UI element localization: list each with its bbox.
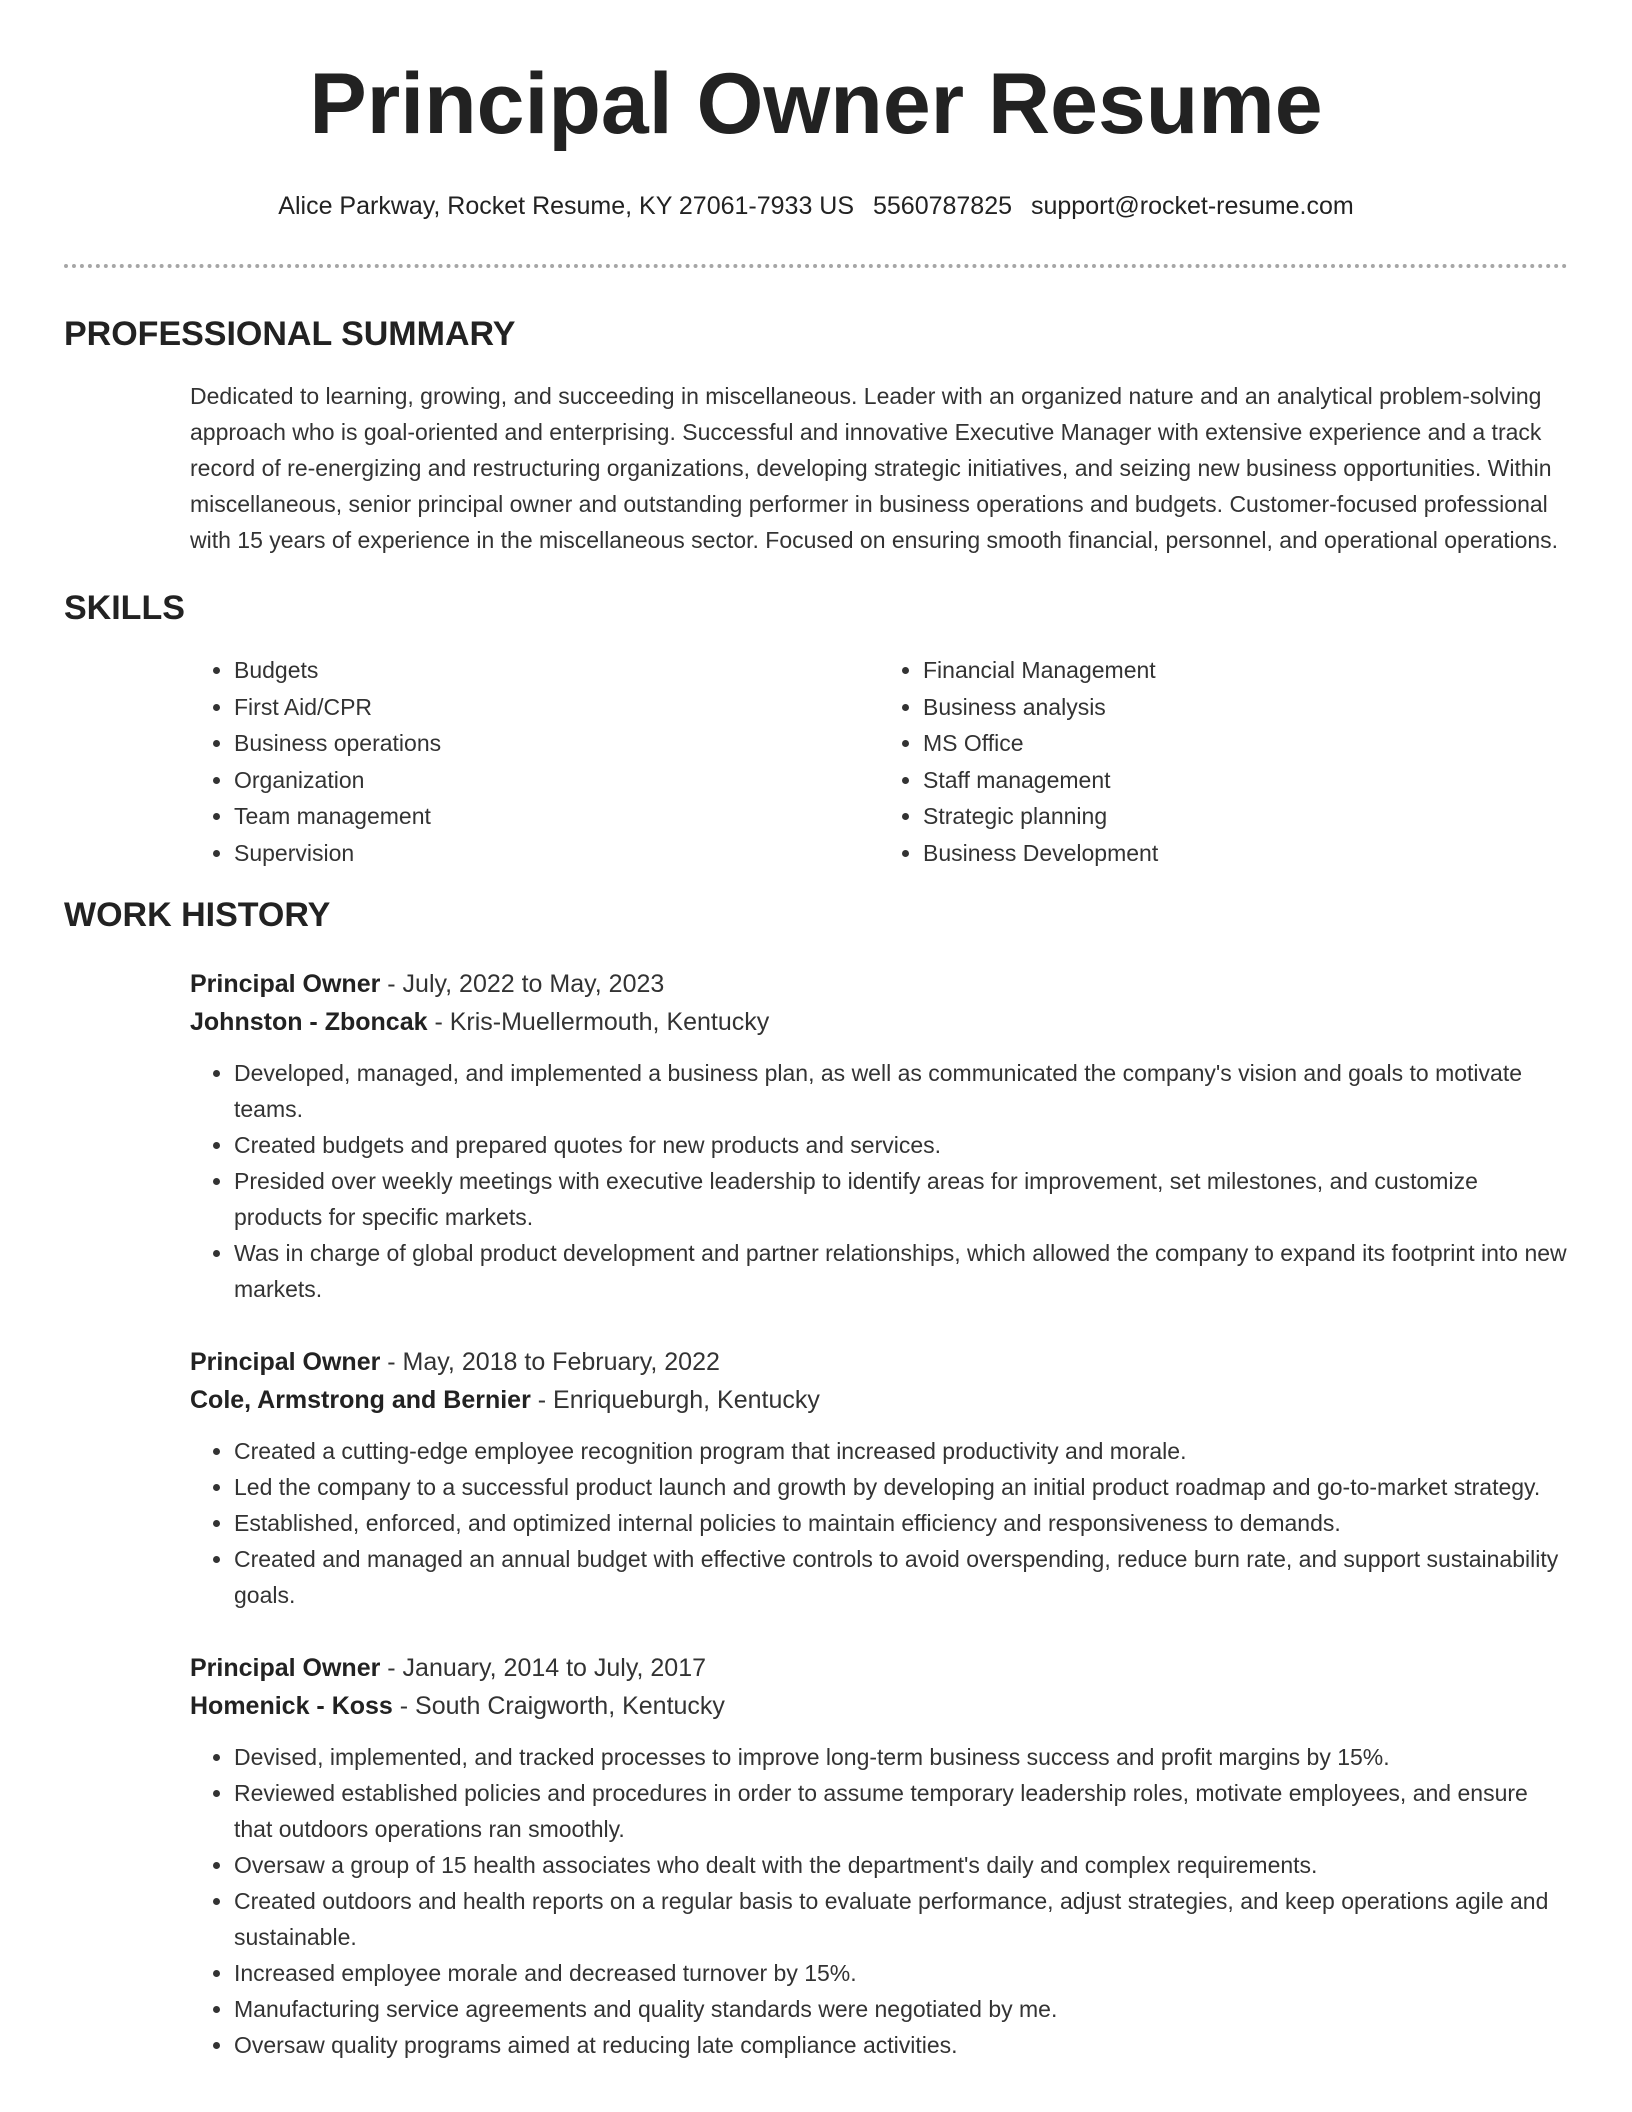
skill-item: • Financial Management: [923, 652, 1568, 689]
job-bullet: • Manufacturing service agreements and quality standards were negotiated by me.: [234, 1991, 1568, 2027]
summary-text: Dedicated to learning, growing, and succeeding in miscellaneous. Leader with an organized nature and an analytical problem-solving approach who is goal-oriented and enterprising. Successful and innovative Executive Manager with extensive experience and a track record of re-energizing and restructuring organizations, developing strategic initiatives, and seizing new business opportunities. Within miscellaneous, senior principal owner and outstanding performer in business operations and budgets. Customer-focused professional with 15 years of experience in the miscellaneous sector. Focused on ensuring smooth financial, personnel, and operational operations.: [190, 383, 1559, 553]
contact-email: support@rocket-resume.com: [1030, 192, 1354, 220]
job-bullets: [190, 1433, 1568, 1613]
job-bullet: • Led the company to a successful product launch and growth by developing an initial product roadmap and go-to-market strategy.: [234, 1469, 1568, 1505]
job-company: Homenick - Koss: [190, 1692, 393, 1720]
skill-item: • Team management: [234, 798, 879, 835]
job-bullet: • Oversaw a group of 15 health associates who dealt with the department's daily and complex requirements.: [234, 1847, 1568, 1883]
skill-item: • Staff management: [923, 762, 1568, 799]
job-dates: - January, 2014 to July, 2017: [380, 1654, 707, 1682]
job-company: Cole, Armstrong and Bernier: [190, 1386, 531, 1414]
summary-heading: PROFESSIONAL SUMMARY: [64, 315, 516, 353]
job-bullet: • Oversaw quality programs aimed at reducing late compliance activities.: [234, 2027, 1568, 2063]
job-title: Principal Owner: [190, 1654, 381, 1682]
job-bullet: • Established, enforced, and optimized internal policies to maintain efficiency and responsiveness to demands.: [234, 1505, 1568, 1541]
job-bullet: • Created outdoors and health reports on a regular basis to evaluate performance, adjust strategies, and keep operations agile and sustainable.: [234, 1883, 1568, 1955]
job-company: Johnston - Zboncak: [190, 1008, 428, 1036]
resume-title: Principal Owner Resume: [309, 56, 1323, 152]
skills-heading: SKILLS: [64, 589, 185, 627]
job-dates: - May, 2018 to February, 2022: [380, 1348, 720, 1376]
contact-line: [64, 190, 1568, 222]
skill-item: • Business analysis: [923, 689, 1568, 726]
job-bullet: • Increased employee morale and decreased turnover by 15%.: [234, 1955, 1568, 1991]
job-entry: [190, 965, 1568, 1307]
job-bullets: [190, 1739, 1568, 2063]
skill-item: • Business operations: [234, 725, 879, 762]
job-bullet: • Developed, managed, and implemented a business plan, as well as communicated the company's vision and goals to motivate teams.: [234, 1055, 1568, 1127]
work-history-heading: WORK HISTORY: [64, 896, 331, 934]
contact-address: Alice Parkway, Rocket Resume, KY 27061-7933 US: [278, 192, 855, 220]
job-bullet: • Created and managed an annual budget with effective controls to avoid overspending, reduce burn rate, and support sustainability goals.: [234, 1541, 1568, 1613]
job-title-line: [190, 965, 1568, 1003]
job-entry: [190, 1649, 1568, 2063]
job-company-line: [190, 1687, 1568, 1725]
contact-phone: 5560787825: [872, 192, 1013, 220]
skill-item: • First Aid/CPR: [234, 689, 879, 726]
skill-item: • MS Office: [923, 725, 1568, 762]
skills-column-right: [879, 652, 1568, 871]
skills-column-left: [190, 652, 879, 871]
skill-item: • Budgets: [234, 652, 879, 689]
job-location: - South Craigworth, Kentucky: [392, 1692, 725, 1720]
job-dates: - July, 2022 to May, 2023: [380, 970, 665, 998]
job-bullet: • Devised, implemented, and tracked processes to improve long-term business success and profit margins by 15%.: [234, 1739, 1568, 1775]
job-bullet: • Created a cutting-edge employee recognition program that increased productivity and morale.: [234, 1433, 1568, 1469]
header-divider: [64, 264, 1568, 268]
skill-item: • Supervision: [234, 835, 879, 872]
job-company-line: [190, 1381, 1568, 1419]
job-bullet: • Was in charge of global product development and partner relationships, which allowed the company to expand its footprint into new markets.: [234, 1235, 1568, 1307]
job-title: Principal Owner: [190, 1348, 381, 1376]
skill-item: • Strategic planning: [923, 798, 1568, 835]
skills-list: [190, 652, 1568, 871]
resume-page: [64, 0, 1568, 2063]
job-title: Principal Owner: [190, 970, 381, 998]
job-location: - Kris-Muellermouth, Kentucky: [427, 1008, 770, 1036]
job-location: - Enriqueburgh, Kentucky: [530, 1386, 820, 1414]
job-bullet: • Created budgets and prepared quotes for new products and services.: [234, 1127, 1568, 1163]
job-company-line: [190, 1003, 1568, 1041]
skill-item: • Business Development: [923, 835, 1568, 872]
job-bullet: • Presided over weekly meetings with executive leadership to identify areas for improvement, set milestones, and customize products for specific markets.: [234, 1163, 1568, 1235]
job-entry: [190, 1343, 1568, 1613]
job-title-line: [190, 1649, 1568, 1687]
job-bullet: • Reviewed established policies and procedures in order to assume temporary leadership roles, motivate employees, and ensure that outdoors operations ran smoothly.: [234, 1775, 1568, 1847]
job-bullets: [190, 1055, 1568, 1307]
job-title-line: [190, 1343, 1568, 1381]
skill-item: • Organization: [234, 762, 879, 799]
